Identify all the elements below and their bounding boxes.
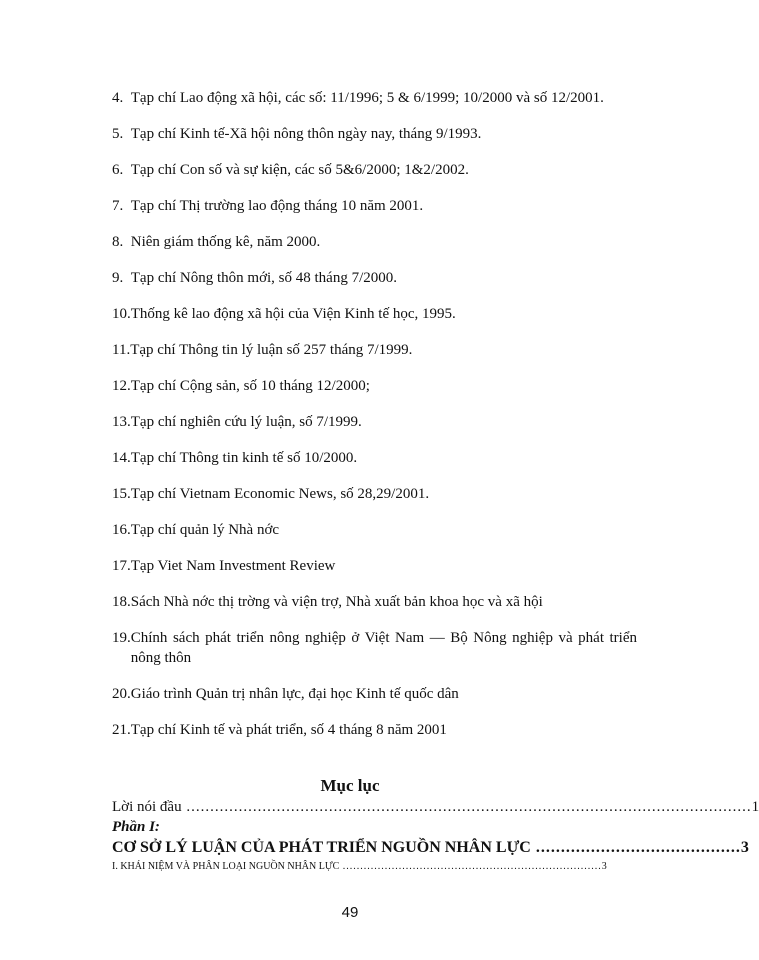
toc-part-label: Phần I: — [112, 819, 160, 835]
reference-text: Tạp chí Kinh tế và phát triển, số 4 tháng 8 năm 2001 — [130, 722, 447, 738]
reference-number: 21. — [112, 722, 131, 738]
reference-text: Giáo trình Quản trị nhân lực, đại học Kinh tế quốc dân — [130, 686, 459, 702]
reference-item — [112, 412, 637, 432]
reference-text: Sách Nhà nớc thị trờng và viện trợ, Nhà xuất bản khoa học và xã hội — [130, 594, 543, 610]
reference-number: 18. — [112, 594, 131, 610]
reference-text: Chính sách phát triển nông nghiệp ở Việt Nam — Bộ Nông nghiệp và phát triển nông thôn — [130, 630, 637, 666]
toc-entry-section[interactable] — [112, 861, 607, 872]
reference-text: Tạp chí Con số và sự kiện, các số 5&6/2000; 1&2/2002. — [130, 162, 469, 178]
reference-text: Tạp chí nghiên cứu lý luận, số 7/1999. — [130, 414, 362, 430]
reference-number: 5. — [112, 126, 131, 142]
toc-leader-dots: .......................................................................... — [339, 861, 602, 872]
toc-entry-intro[interactable] — [112, 798, 759, 817]
reference-number: 9. — [112, 270, 131, 286]
reference-item — [112, 484, 637, 504]
reference-number: 4. — [112, 90, 131, 106]
reference-item — [112, 88, 637, 108]
reference-number: 13. — [112, 414, 131, 430]
reference-number: 19. — [112, 630, 131, 646]
reference-item — [112, 304, 637, 324]
reference-item — [112, 520, 637, 540]
reference-number: 20. — [112, 686, 131, 702]
reference-text: Tạp chí Cộng sản, số 10 tháng 12/2000; — [130, 378, 370, 394]
reference-text: Tạp chí Lao động xã hội, các số: 11/1996; 5 & 6/1999; 10/2000 và số 12/2001. — [130, 90, 604, 106]
reference-item — [112, 196, 637, 216]
reference-number: 14. — [112, 450, 131, 466]
reference-item — [112, 592, 637, 612]
reference-list — [112, 88, 637, 756]
toc-entry-label: CƠ SỞ LÝ LUẬN CỦA PHÁT TRIỂN NGUỒN NHÂN LỰC — [112, 839, 531, 856]
toc-leader-dots: ......................................... — [530, 839, 741, 856]
reference-item — [112, 448, 637, 468]
reference-item — [112, 268, 637, 288]
reference-number: 8. — [112, 234, 131, 250]
reference-item — [112, 376, 637, 396]
reference-text: Niên giám thống kê, năm 2000. — [130, 234, 321, 250]
toc-entry-part-heading[interactable] — [112, 838, 749, 857]
toc-entry-page: 1 — [751, 799, 759, 815]
reference-number: 10. — [112, 306, 131, 322]
reference-number: 11. — [112, 342, 131, 358]
reference-text: Tạp chí Vietnam Economic News, số 28,29/2001. — [130, 486, 430, 502]
reference-text: Tạp chí Kinh tế-Xã hội nông thôn ngày nay, tháng 9/1993. — [130, 126, 482, 142]
reference-number: 6. — [112, 162, 131, 178]
reference-text: Thống kê lao động xã hội của Viện Kinh tế học, 1995. — [130, 306, 456, 322]
reference-item — [112, 340, 637, 360]
reference-item — [112, 628, 637, 668]
reference-text: Tạp chí Thông tin kinh tế số 10/2000. — [130, 450, 358, 466]
reference-number: 17. — [112, 558, 131, 574]
reference-item — [112, 124, 637, 144]
reference-text: Tạp chí quản lý Nhà nớc — [130, 522, 280, 538]
toc-entry-page: 3 — [740, 839, 749, 856]
reference-number: 7. — [112, 198, 131, 214]
page-number: 49 — [341, 904, 359, 921]
reference-item — [112, 556, 637, 576]
reference-number: 16. — [112, 522, 131, 538]
reference-item — [112, 684, 637, 704]
toc-entry-label: Lời nói đầu — [112, 799, 182, 815]
toc-entry-page: 3 — [601, 861, 607, 872]
reference-text: Tạp Viet Nam Investment Review — [130, 558, 336, 574]
reference-number: 12. — [112, 378, 131, 394]
toc-title: Mục lục — [320, 776, 380, 795]
reference-item — [112, 720, 637, 740]
reference-item — [112, 160, 637, 180]
reference-item — [112, 232, 637, 252]
reference-text: Tạp chí Thông tin lý luận số 257 tháng 7/1999. — [130, 342, 413, 358]
reference-text: Tạp chí Thị trường lao động tháng 10 năm 2001. — [130, 198, 424, 214]
toc-leader-dots: ....................................................................................................................... — [181, 799, 752, 815]
toc-entry-label: I. KHÁI NIỆM VÀ PHÂN LOẠI NGUỒN NHÂN LỰC — [112, 861, 340, 872]
reference-text: Tạp chí Nông thôn mới, số 48 tháng 7/2000. — [130, 270, 397, 286]
reference-number: 15. — [112, 486, 131, 502]
